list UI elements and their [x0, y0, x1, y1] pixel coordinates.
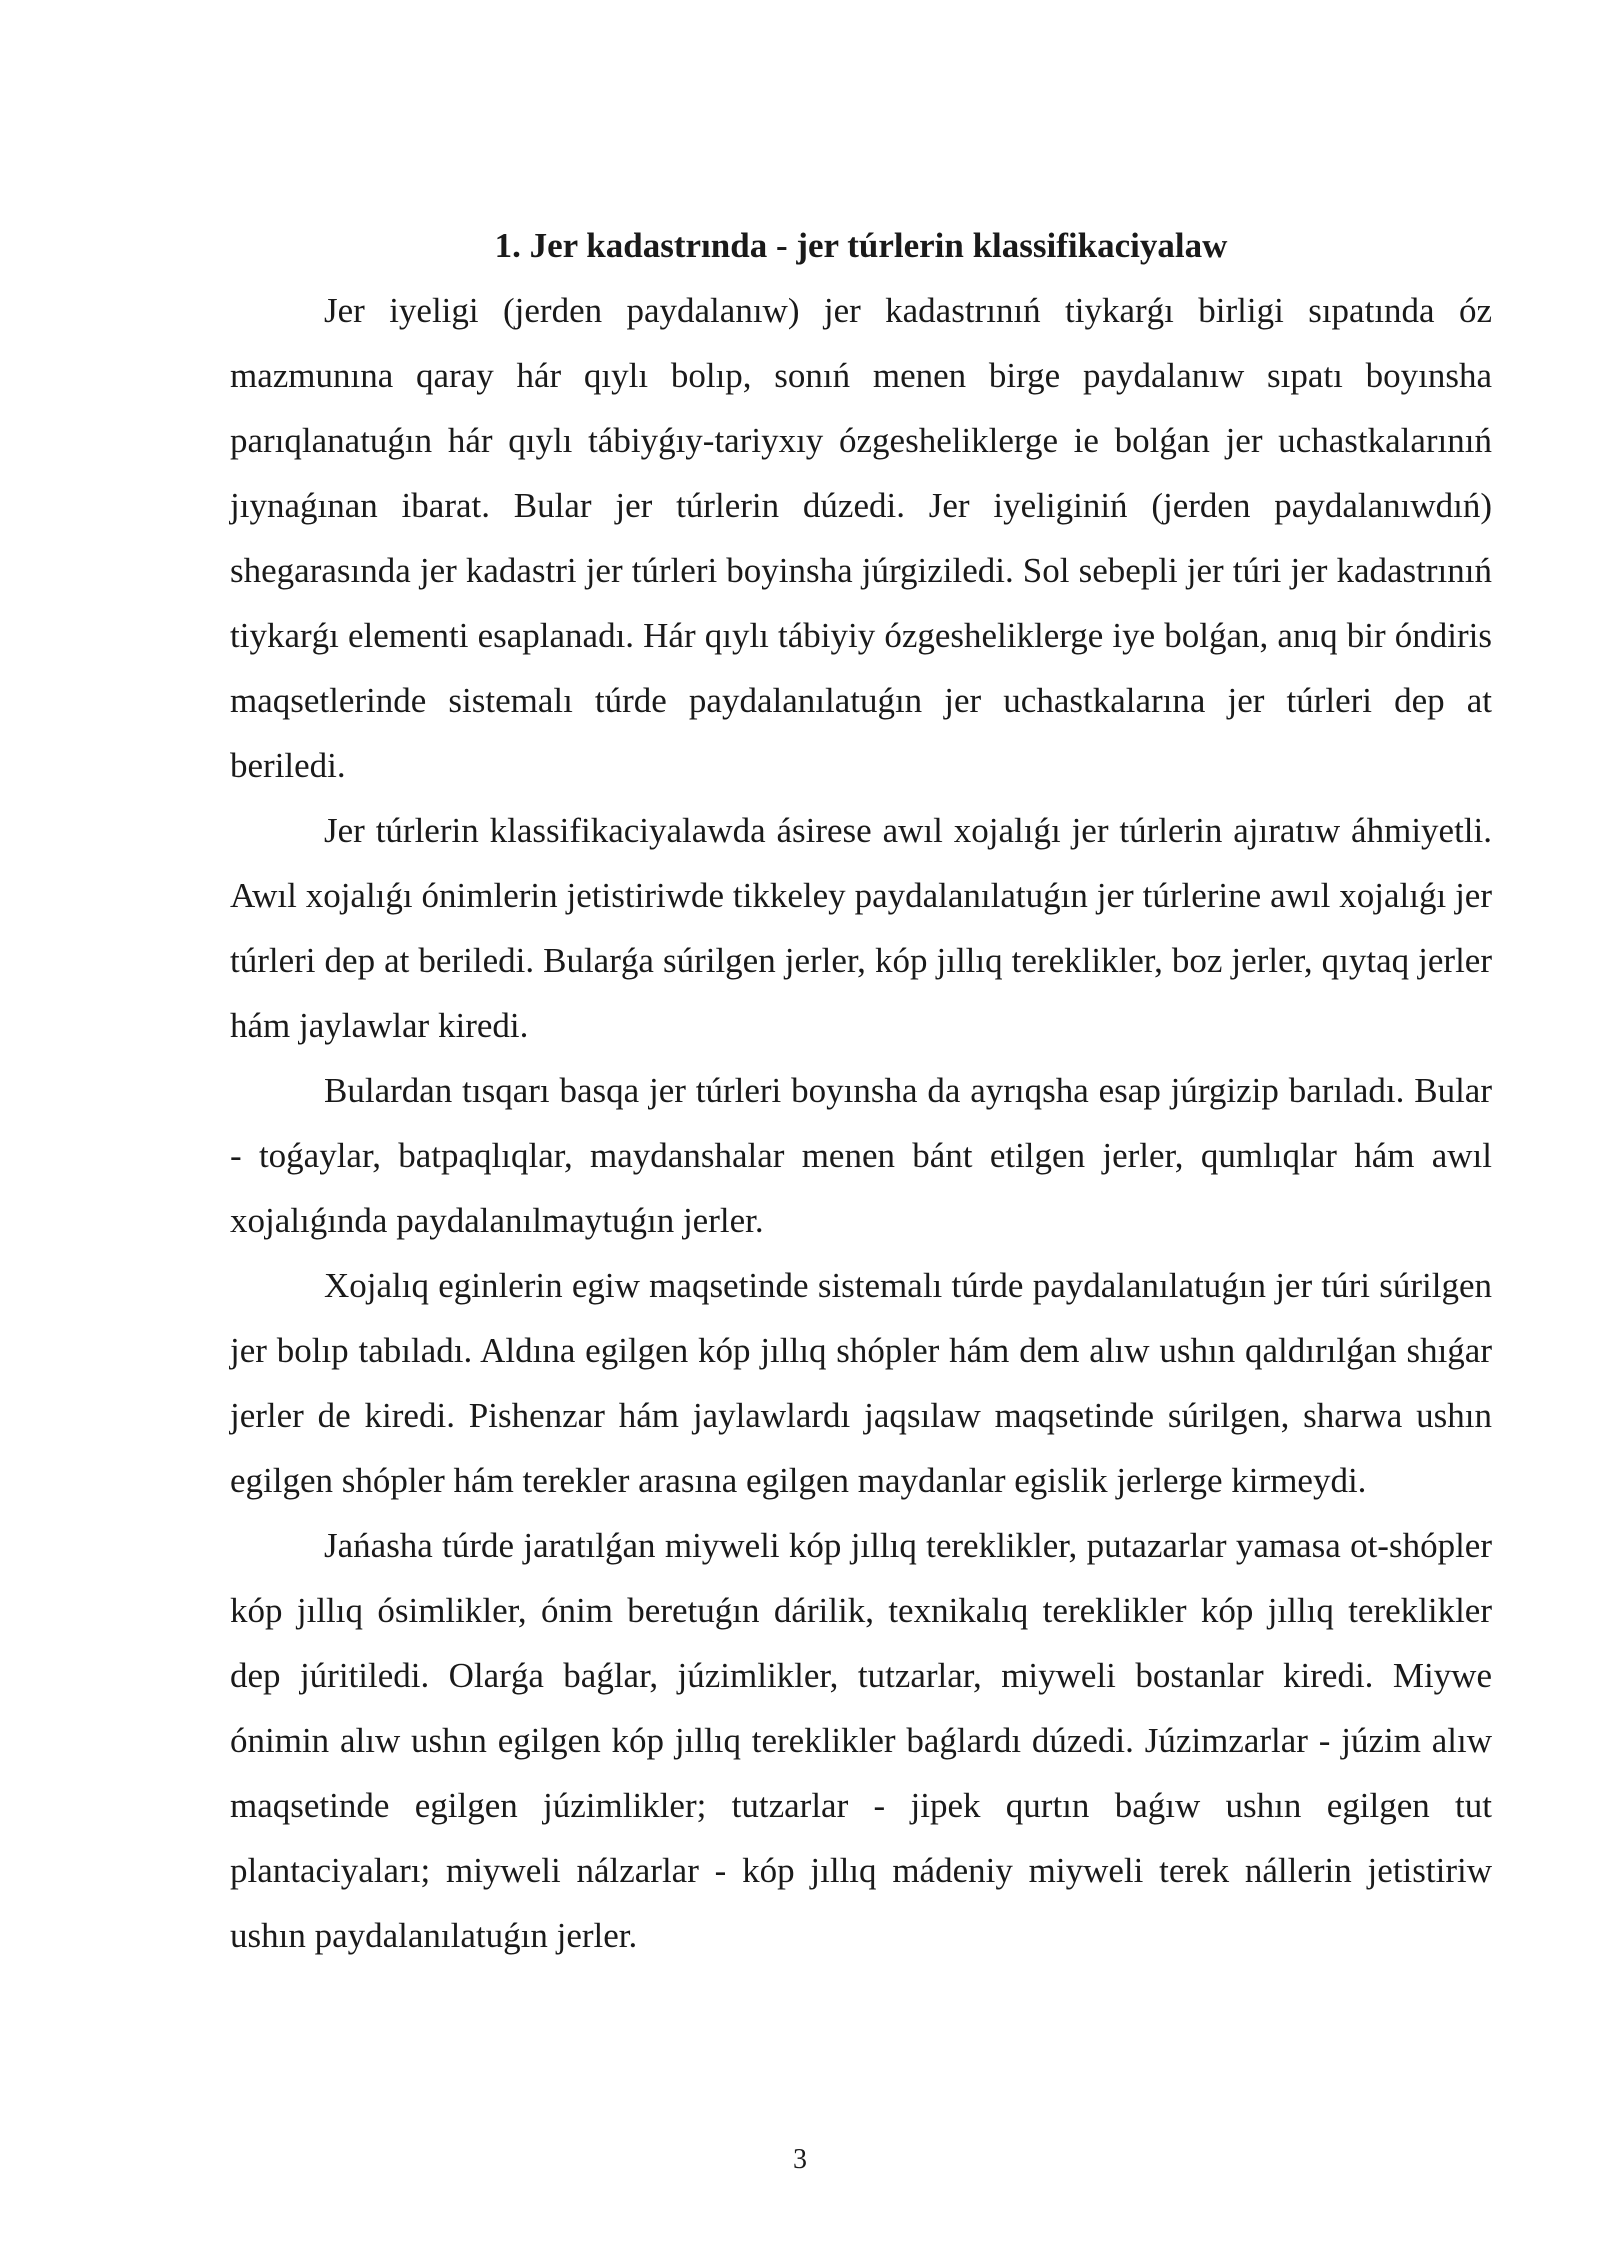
- paragraph: Bulardan tısqarı basqa jer túrleri boyınsha da ayrıqsha esap júrgizip barıladı. Bular - toǵaylar, batpaqlıqlar, maydanshalar menen bánt etilgen jerler, qumlıqlar hám awıl xojalıǵında paydalanılmaytuǵın jerler.: [230, 1071, 1492, 1240]
- page-body: [230, 213, 1492, 1968]
- paragraph: Jańasha túrde jaratılǵan miyweli kóp jıllıq tereklikler, putazarlar yamasa ot-shópler kóp jıllıq ósimlikler, ónim beretuǵın dárilik, texnikalıq tereklikler kóp jıllıq tereklikler dep júritiledi. Olarǵa baǵlar, júzimlikler, tutzarlar, miyweli bostanlar kiredi. Miywe ónimin alıw ushın egilgen kóp jıllıq tereklikler baǵlardı dúzedi. Júzimzarlar - júzim alıw maqsetinde egilgen júzimlikler; tutzarlar - jipek qurtın baǵıw ushın egilgen tut plantaciyaları; miyweli nálzarlar - kóp jıllıq mádeniy miyweli terek nállerin jetistiriw ushın paydalanılatuǵın jerler.: [230, 1526, 1492, 1955]
- section-heading: 1. Jer kadastrında - jer túrlerin klassifikaciyalaw: [494, 226, 1228, 265]
- paragraph: Jer túrlerin klassifikaciyalawda ásirese awıl xojalıǵı jer túrlerin ajıratıw áhmiyetli. Awıl xojalıǵı ónimlerin jetistiriwde tikkeley paydalanılatuǵın jer túrlerine awıl xojalıǵı jer túrleri dep at beriledi. Bularǵa súrilgen jerler, kóp jıllıq tereklikler, boz jerler, qıytaq jerler hám jaylawlar kiredi.: [230, 811, 1492, 1045]
- paragraph: Xojalıq eginlerin egiw maqsetinde sistemalı túrde paydalanılatuǵın jer túri súrilgen jer bolıp tabıladı. Aldına egilgen kóp jıllıq shópler hám dem alıw ushın qaldırılǵan shıǵar jerler de kiredi. Pishenzar hám jaylawlardı jaqsılaw maqsetinde súrilgen, sharwa ushın egilgen shópler hám terekler arasına egilgen maydanlar egislik jerlerge kirmeydi.: [230, 1266, 1492, 1500]
- page-number: 3: [793, 2144, 807, 2175]
- paragraph: Jer iyeligi (jerden paydalanıw) jer kadastrınıń tiykarǵı birligi sıpatında óz mazmunına qaray hár qıylı bolıp, sonıń menen birge paydalanıw sıpatı boyınsha parıqlanatuǵın hár qıylı tábiyǵıy-tariyxıy ózgesheliklerge ie bolǵan jer uchastkalarınıń jıynaǵınan ibarat. Bular jer túrlerin dúzedi. Jer iyeliginiń (jerden paydalanıwdıń) shegarasında jer kadastri jer túrleri boyinsha júrgiziledi. Sol sebepli jer túri jer kadastrınıń tiykarǵı elementi esaplanadı. Hár qıylı tábiyiy ózgesheliklerge iye bolǵan, anıq bir óndiris maqsetlerinde sistemalı túrde paydalanılatuǵın jer uchastkalarına jer túrleri dep at beriledi.: [230, 291, 1492, 785]
